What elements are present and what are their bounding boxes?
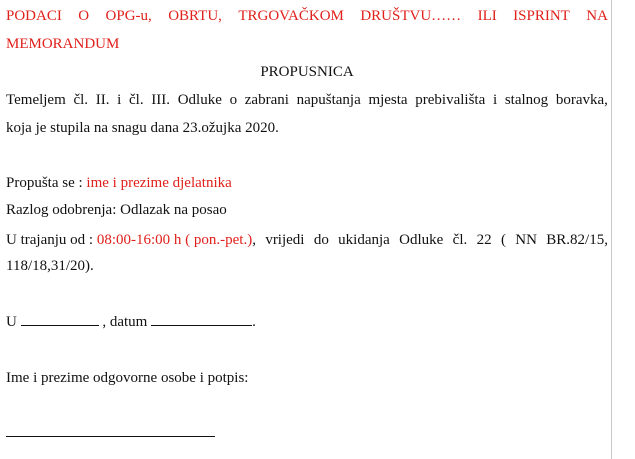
pass-line xyxy=(6,171,608,195)
intro-word: II. xyxy=(95,92,110,108)
duration-word: vrijedi xyxy=(265,232,305,248)
intro-word: čl. xyxy=(129,92,144,108)
duration-word: 22 xyxy=(476,232,492,248)
duration-word: do xyxy=(313,232,329,248)
pass-label: Propušta se : xyxy=(6,175,87,191)
duration-line-2: 118/18,31/20). xyxy=(6,258,94,274)
header-word: NA xyxy=(586,8,608,24)
duration-word: NN xyxy=(515,232,537,248)
header-word: OPG-u, xyxy=(105,8,152,24)
duration-word: , xyxy=(252,232,256,248)
intro-word: i xyxy=(117,92,122,108)
intro-word: boravka, xyxy=(555,92,608,108)
header-word: DRUŠTVU…… xyxy=(360,8,462,24)
duration-word: Odluke xyxy=(399,232,444,248)
duration-line-1 xyxy=(6,228,608,252)
duration-word: ( xyxy=(500,232,506,248)
employee-name-placeholder: ime i prezime djelatnika xyxy=(86,175,232,191)
duration-head xyxy=(6,228,256,252)
duration-word: BR.82/15, xyxy=(546,232,608,248)
place-blank-field[interactable] xyxy=(21,310,99,326)
reason-line: Razlog odobrenja: Odlazak na posao xyxy=(6,202,227,218)
intro-word: Odluke xyxy=(177,92,222,108)
header-line-1 xyxy=(6,4,608,28)
intro-word: čl. xyxy=(73,92,89,108)
intro-word: o xyxy=(229,92,238,108)
signature-label: Ime i prezime odgovorne osobe i potpis: xyxy=(6,370,249,386)
intro-word: prebivališta xyxy=(415,92,486,108)
header-line-2: MEMORANDUM xyxy=(6,36,120,52)
intro-word: mjesta xyxy=(368,92,408,108)
intro-word: Temeljem xyxy=(6,92,66,108)
intro-word: stalnog xyxy=(504,92,549,108)
working-hours: 08:00-16:00 h ( pon.-pet.) xyxy=(96,232,253,248)
intro-word: zabrani xyxy=(244,92,289,108)
header-word: ISPRINT xyxy=(513,8,570,24)
place-prefix: U xyxy=(6,314,17,330)
header-word: TRGOVAČKOM xyxy=(238,8,344,24)
date-blank-field[interactable] xyxy=(151,310,252,326)
header-word: PODACI xyxy=(6,8,62,24)
signature-line[interactable] xyxy=(6,436,215,437)
intro-line-2: koja je stupila na snagu dana 23.ožujka 2020. xyxy=(6,120,279,136)
duration-word: ukidanja xyxy=(338,232,390,248)
intro-word: i xyxy=(492,92,498,108)
duration-label: U trajanju od : xyxy=(6,232,97,248)
header-word: O xyxy=(78,8,90,24)
intro-word: napuštanja xyxy=(296,92,361,108)
duration-word: čl. xyxy=(452,232,468,248)
document-title: PROPUSNICA xyxy=(260,64,354,80)
header-word: OBRTU, xyxy=(168,8,222,24)
intro-line-1 xyxy=(6,88,608,112)
place-date-suffix: . xyxy=(252,314,256,330)
date-label: , datum xyxy=(102,314,148,330)
header-word: ILI xyxy=(477,8,497,24)
intro-word: III. xyxy=(151,92,171,108)
place-date-line xyxy=(6,310,608,334)
